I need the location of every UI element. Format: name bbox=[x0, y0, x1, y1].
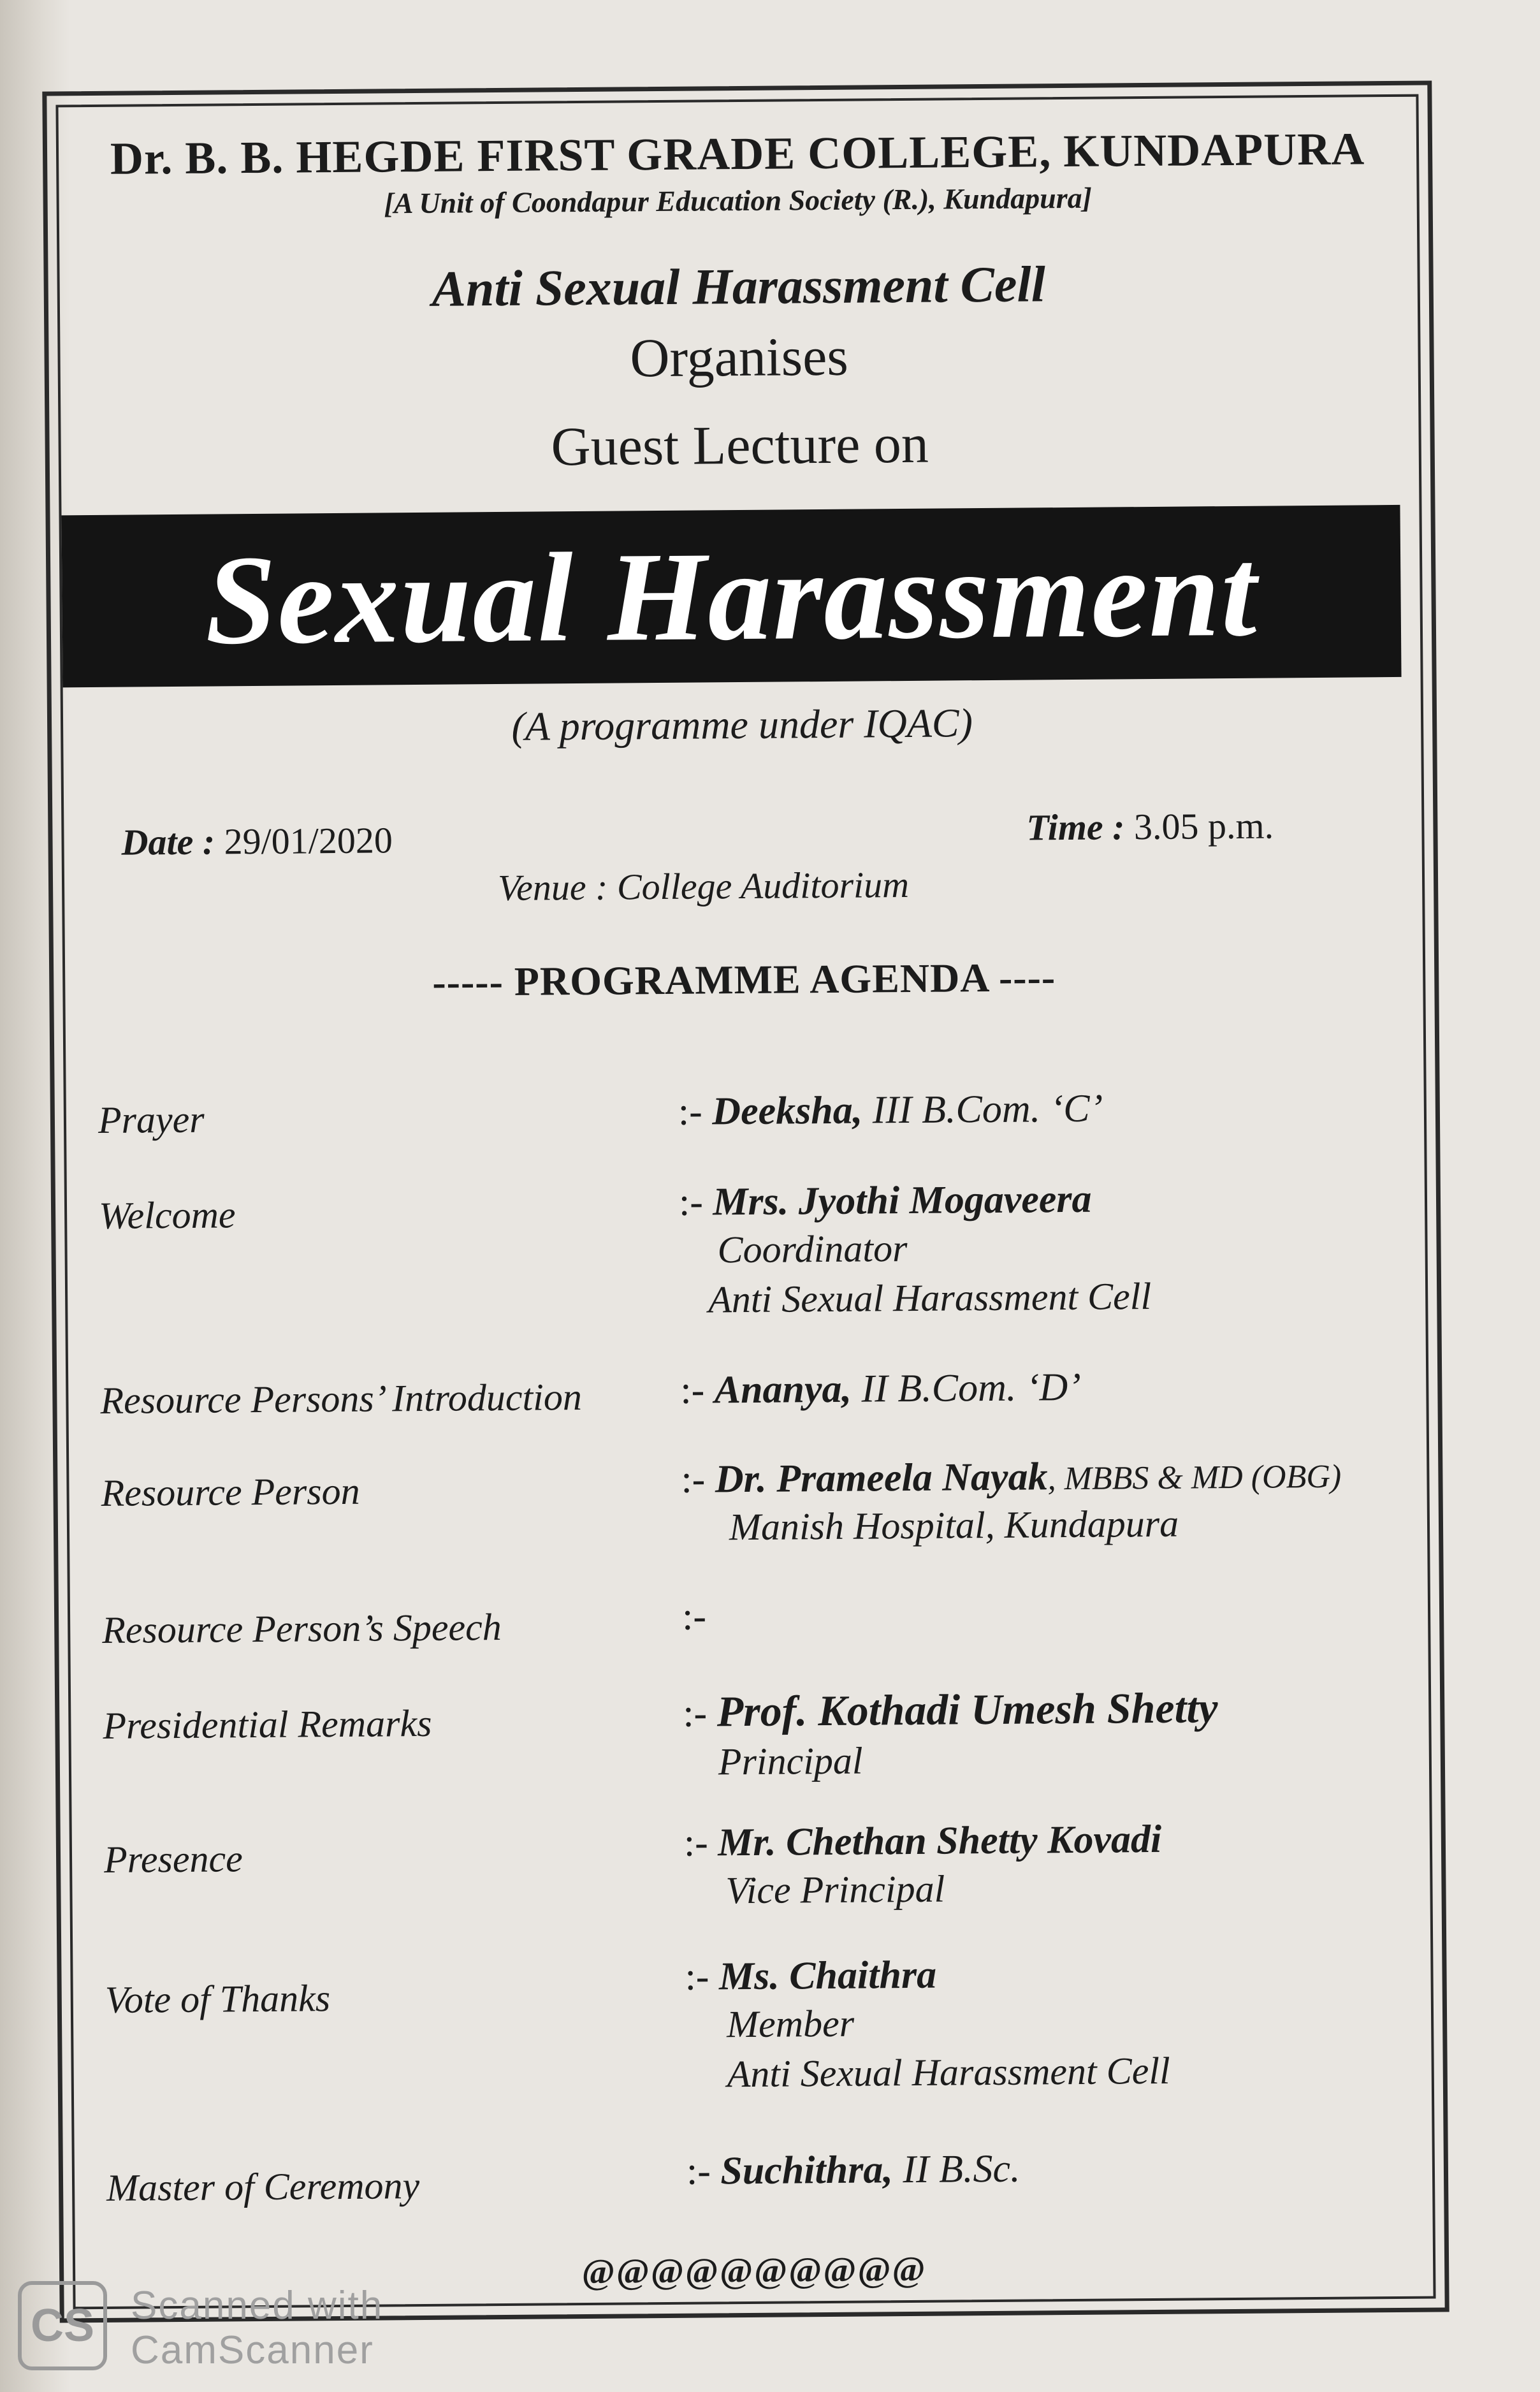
agenda-label-speech: Resource Person’s Speech bbox=[101, 1606, 502, 1651]
document-border bbox=[42, 80, 1449, 2323]
cell-name: Anti Sexual Harassment Cell bbox=[432, 256, 1046, 317]
venue: Venue : College Auditorium bbox=[497, 863, 910, 909]
agenda-value-introduction: :- Ananya, II B.Com. ‘D’ bbox=[680, 1365, 1082, 1412]
agenda-value-speech: :- bbox=[681, 1594, 707, 1638]
college-unit-line: [A Unit of Coondapur Education Society (R.), Kundapura] bbox=[384, 181, 1093, 220]
agenda-label-prayer: Prayer bbox=[98, 1098, 205, 1141]
agenda-title: ----- PROGRAMME AGENDA ---- bbox=[432, 954, 1056, 1005]
time-value: 3.05 p.m. bbox=[1133, 805, 1274, 848]
time-row bbox=[1026, 804, 1274, 849]
agenda-value-welcome: :- Mrs. Jyothi Mogaveera Coordinator Anti Sexual Harassment Cell bbox=[678, 1177, 1152, 1321]
guest-lecture-text: Guest Lecture on bbox=[551, 412, 929, 478]
document-inner-border bbox=[55, 94, 1435, 2310]
agenda-label-welcome: Welcome bbox=[98, 1193, 236, 1237]
camscanner-logo-icon: CS bbox=[18, 2281, 107, 2370]
agenda-value-vote-of-thanks: :- Ms. Chaithra Member Anti Sexual Harassment Cell bbox=[685, 1953, 1170, 2096]
agenda-value-resource-person: :- Dr. Prameela Nayak, MBBS & MD (OBG) Manish Hospital, Kundapura bbox=[681, 1455, 1342, 1549]
agenda-value-presidential-remarks: :- Prof. Kothadi Umesh Shetty Principal bbox=[683, 1683, 1218, 1783]
agenda-label-introduction: Resource Persons’ Introduction bbox=[100, 1376, 583, 1422]
agenda-label-resource-person: Resource Person bbox=[101, 1469, 360, 1514]
watermark-line1: Scanned with bbox=[131, 2284, 384, 2328]
camscanner-watermark bbox=[131, 2284, 398, 2373]
agenda-label-vote-of-thanks: Vote of Thanks bbox=[105, 1977, 331, 2021]
programme-note: (A programme under IQAC) bbox=[511, 700, 973, 749]
time-label: Time : bbox=[1026, 806, 1125, 849]
date-value: 29/01/2020 bbox=[224, 819, 393, 863]
organises-text: Organises bbox=[630, 325, 849, 389]
watermark-line2: CamScanner bbox=[131, 2328, 374, 2372]
agenda-label-master-of-ceremony: Master of Ceremony bbox=[106, 2164, 420, 2209]
date-row bbox=[121, 819, 393, 863]
agenda-value-master-of-ceremony: :- Suchithra, II B.Sc. bbox=[686, 2147, 1021, 2193]
lecture-title: Sexual Harassment bbox=[205, 521, 1258, 671]
agenda-label-presence: Presence bbox=[103, 1837, 243, 1881]
agenda-value-presence: :- Mr. Chethan Shetty Kovadi Vice Principal bbox=[683, 1817, 1162, 1912]
document-content bbox=[58, 97, 1433, 2307]
college-name: Dr. B. B. HEGDE FIRST GRADE COLLEGE, KUNDAPURA bbox=[110, 123, 1365, 184]
agenda-value-prayer: :- Deeksha, III B.Com. ‘C’ bbox=[678, 1086, 1103, 1134]
agenda-label-presidential-remarks: Presidential Remarks bbox=[103, 1702, 432, 1747]
title-banner bbox=[62, 505, 1402, 687]
date-label: Date : bbox=[121, 820, 215, 863]
footer-symbols: @@@@@@@@@@ bbox=[581, 2249, 927, 2293]
